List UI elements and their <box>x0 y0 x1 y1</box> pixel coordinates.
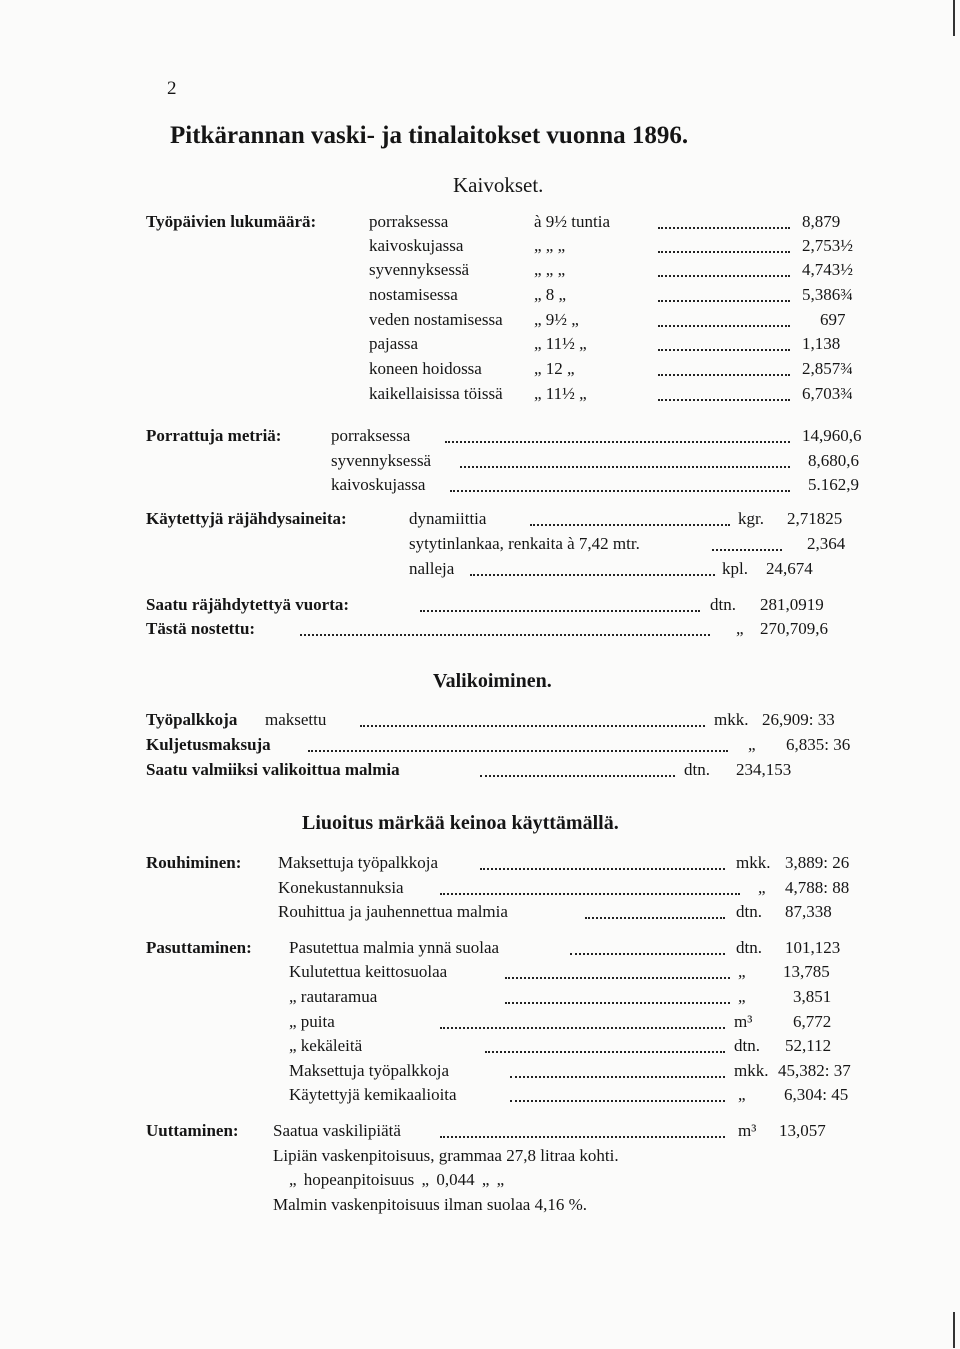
dot-leader <box>658 399 790 401</box>
pasuttaminen-label: Pasuttaminen: <box>146 938 252 957</box>
valikoiminen-rest: maksettu <box>265 710 327 729</box>
dot-leader <box>658 325 790 327</box>
dot-leader <box>360 725 705 727</box>
rouhiminen-unit: mkk. <box>736 853 771 872</box>
workdays-place: porraksessa <box>369 212 449 231</box>
valikoiminen-unit: dtn. <box>684 760 710 779</box>
explosives-item: sytytinlankaa, renkaita à 7,42 mtr. <box>409 534 640 553</box>
pasuttaminen-unit: m³ <box>734 1012 753 1031</box>
workdays-rate: à 9½ tuntia <box>534 212 611 231</box>
rouhiminen-unit: dtn. <box>736 902 762 921</box>
valikoiminen-label: Työpalkkoja <box>146 710 238 729</box>
workdays-value: 2,753½ <box>802 236 853 255</box>
uuttaminen-unit: m³ <box>738 1121 757 1140</box>
drilled-place: kaivoskujassa <box>331 475 426 494</box>
explosives-item: nalleja <box>409 559 455 578</box>
rouhiminen-item: Konekustannuksia <box>278 878 404 897</box>
section-heading-valikoiminen: Valikoiminen. <box>433 670 552 692</box>
scan-edge-mark <box>953 0 955 36</box>
valikoiminen-value: 6,835: 36 <box>786 735 851 754</box>
dot-leader <box>505 1002 730 1004</box>
uuttaminen-item: Saatua vaskilipiätä <box>273 1121 401 1140</box>
pasuttaminen-value: 45,382: 37 <box>778 1061 851 1080</box>
workdays-value: 6,703¾ <box>802 384 853 403</box>
uuttaminen-label: Uuttaminen: <box>146 1121 239 1140</box>
explosives-value: 2,364 <box>807 534 846 553</box>
dot-leader <box>420 610 700 612</box>
valikoiminen-label: Kuljetusmaksuja <box>146 735 271 754</box>
dot-leader <box>658 251 790 253</box>
dot-leader <box>585 917 725 919</box>
rock-label: Tästä nostettu: <box>146 619 256 638</box>
workdays-value: 1,138 <box>802 334 841 353</box>
workdays-value: 697 <box>820 310 846 329</box>
pasuttaminen-unit: dtn. <box>734 1036 760 1055</box>
pasuttaminen-item: Kulutettua keittosuolaa <box>289 962 448 981</box>
pasuttaminen-item: „ rautaramua <box>289 987 378 1006</box>
workdays-rate: „ 11½ „ <box>534 384 587 403</box>
explosives-unit: kpl. <box>722 559 748 578</box>
dot-leader <box>510 1100 725 1102</box>
pasuttaminen-value: 3,851 <box>793 987 832 1006</box>
pasuttaminen-item: Pasutettua malmia ynnä suolaa <box>289 938 500 957</box>
dot-leader <box>658 349 790 351</box>
rock-unit: dtn. <box>710 595 736 614</box>
workdays-value: 5,386¾ <box>802 285 853 304</box>
workdays-rate: „ „ „ <box>534 260 566 279</box>
dot-leader <box>460 466 790 468</box>
pasuttaminen-item: Käytettyjä kemikaalioita <box>289 1085 457 1104</box>
dot-leader <box>480 868 725 870</box>
rouhiminen-value: 3,889: 26 <box>785 853 850 872</box>
dot-leader <box>510 1076 725 1078</box>
rouhiminen-unit: „ <box>758 878 766 897</box>
pasuttaminen-unit: „ <box>738 1085 746 1104</box>
pasuttaminen-value: 52,112 <box>785 1036 832 1055</box>
uuttaminen-value: 13,057 <box>779 1121 826 1140</box>
pasuttaminen-unit: „ <box>738 962 746 981</box>
dot-leader <box>530 524 730 526</box>
rouhiminen-item: Rouhittua ja jauhennettua malmia <box>278 902 508 921</box>
workdays-place: veden nostamisessa <box>369 310 503 329</box>
pasuttaminen-value: 101,123 <box>785 938 841 957</box>
scan-edge-mark <box>953 1312 955 1348</box>
section-heading-liuoitus: Liuoitus märkää keinoa käyttämällä. <box>302 812 619 834</box>
dot-leader <box>470 574 715 576</box>
rock-value: 281,0919 <box>760 595 824 614</box>
pasuttaminen-item: „ puita <box>289 1012 335 1031</box>
dot-leader <box>505 977 730 979</box>
drilled-place: porraksessa <box>331 426 411 445</box>
dot-leader <box>450 490 790 492</box>
valikoiminen-value: 234,153 <box>736 760 792 779</box>
drilled-value: 14,960,6 <box>802 426 862 445</box>
dot-leader <box>308 750 728 752</box>
pasuttaminen-unit: mkk. <box>734 1061 769 1080</box>
explosives-value: 24,674 <box>766 559 813 578</box>
explosives-item: dynamiittia <box>409 509 487 528</box>
dot-leader <box>658 374 790 376</box>
dot-leader <box>300 634 710 636</box>
dot-leader <box>480 775 675 777</box>
rouhiminen-value: 4,788: 88 <box>785 878 850 897</box>
valikoiminen-label: Saatu valmiiksi valikoittua malmia <box>146 760 400 779</box>
valikoiminen-unit: mkk. <box>714 710 749 729</box>
section-heading-kaivokset: Kaivokset. <box>453 173 544 197</box>
workdays-place: pajassa <box>369 334 419 353</box>
uuttaminen-note: Lipiän vaskenpitoisuus, grammaa 27,8 litraa kohti. <box>273 1146 619 1165</box>
workdays-place: kaikellaisissa töissä <box>369 384 503 403</box>
dot-leader <box>440 1027 725 1029</box>
explosives-value: 2,71825 <box>787 509 843 528</box>
dot-leader <box>658 227 790 229</box>
dot-leader <box>712 549 782 551</box>
workdays-rate: „ 9½ „ <box>534 310 579 329</box>
workdays-value: 2,857¾ <box>802 359 853 378</box>
pasuttaminen-value: 6,772 <box>793 1012 832 1031</box>
workdays-value: 4,743½ <box>802 260 853 279</box>
drilled-place: syvennyksessä <box>331 451 432 470</box>
workdays-place: nostamisessa <box>369 285 458 304</box>
dot-leader <box>658 275 790 277</box>
explosives-unit: kgr. <box>738 509 764 528</box>
explosives-label: Käytettyjä räjähdysaineita: <box>146 509 347 528</box>
dot-leader <box>658 300 790 302</box>
drilled-label: Porrattuja metriä: <box>146 426 282 445</box>
uuttaminen-note: Malmin vaskenpitoisuus ilman suolaa 4,16 %. <box>273 1195 587 1214</box>
workdays-place: koneen hoidossa <box>369 359 482 378</box>
workdays-label: Työpäivien lukumäärä: <box>146 212 317 231</box>
drilled-value: 8,680,6 <box>808 451 859 470</box>
workdays-rate: „ 8 „ <box>534 285 567 304</box>
pasuttaminen-item: Maksettuja työpalkkoja <box>289 1061 450 1080</box>
dot-leader <box>440 1136 725 1138</box>
rouhiminen-item: Maksettuja työpalkkoja <box>278 853 439 872</box>
pasuttaminen-unit: „ <box>738 987 746 1006</box>
rock-unit: „ <box>736 619 744 638</box>
page-title: Pitkärannan vaski- ja tinalaitokset vuonna 1896. <box>170 122 689 149</box>
rouhiminen-label: Rouhiminen: <box>146 853 242 872</box>
pasuttaminen-value: 13,785 <box>783 962 830 981</box>
dot-leader <box>485 1051 725 1053</box>
rock-value: 270,709,6 <box>760 619 828 638</box>
workdays-rate: „ „ „ <box>534 236 566 255</box>
pasuttaminen-value: 6,304: 45 <box>784 1085 849 1104</box>
pasuttaminen-unit: dtn. <box>736 938 762 957</box>
valikoiminen-unit: „ <box>748 735 756 754</box>
workdays-place: syvennyksessä <box>369 260 470 279</box>
dot-leader <box>445 441 790 443</box>
workdays-rate: „ 11½ „ <box>534 334 587 353</box>
rock-label: Saatu räjähdytettyä vuorta: <box>146 595 350 614</box>
drilled-value: 5.162,9 <box>808 475 859 494</box>
workdays-place: kaivoskujassa <box>369 236 464 255</box>
workdays-value: 8,879 <box>802 212 841 231</box>
dot-leader <box>440 893 740 895</box>
uuttaminen-note: „ hopeanpitoisuus „ 0,044 „ „ <box>289 1170 505 1189</box>
pasuttaminen-item: „ kekäleitä <box>289 1036 363 1055</box>
workdays-rate: „ 12 „ <box>534 359 575 378</box>
valikoiminen-value: 26,909: 33 <box>762 710 835 729</box>
dot-leader <box>570 953 725 955</box>
page-number: 2 <box>167 78 177 99</box>
rouhiminen-value: 87,338 <box>785 902 832 921</box>
